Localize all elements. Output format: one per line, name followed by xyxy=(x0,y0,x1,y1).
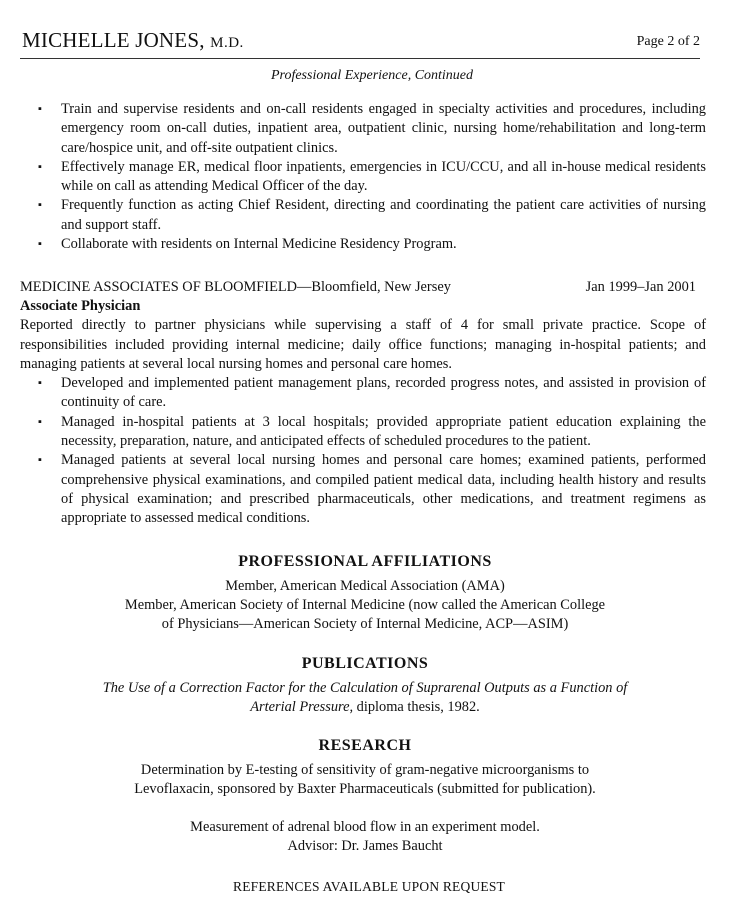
list-item: ▪ Train and supervise residents and on-call residents engaged in specialty activities and procedures, including emergency room on-call duties, inpatient area, outpatient clinic, nursing home/rehabilitation and long-term care/hospice unit, and off-site outpatient clinics. xyxy=(38,101,706,156)
page-number: Page 2 of 2 xyxy=(636,34,700,49)
spacer xyxy=(0,799,730,818)
publication-title-line: The Use of a Correction Factor for the Calculation of Suprarenal Outputs as a Function of xyxy=(102,680,628,696)
list-item: ▪ Managed patients at several local nursing homes and personal care homes; examined patients, performed comprehensive physical examinations, and compiled patient medical data, including health history and results of physical examination; and prescribed pharmaceuticals, other medications, and treatment regimens as appropriate to assessed medical conditions. xyxy=(38,452,706,527)
candidate-credentials: M.D. xyxy=(210,35,244,51)
previous-job-bullets xyxy=(20,100,706,254)
affiliation-line: Member, American Society of Internal Medicine (now called the American College xyxy=(124,597,606,613)
job-bullets xyxy=(20,374,706,528)
publications-heading: PUBLICATIONS xyxy=(301,655,429,672)
publication-line xyxy=(0,698,730,717)
research-line: Levoflaxacin, sponsored by Baxter Pharmaceuticals (submitted for publication). xyxy=(134,781,596,797)
research-line: Advisor: Dr. James Baucht xyxy=(287,838,443,854)
bullet-icon: ▪ xyxy=(38,454,42,467)
bullet-icon: ▪ xyxy=(38,160,42,173)
job-dates: Jan 1999–Jan 2001 xyxy=(585,279,696,295)
candidate-name-text: MICHELLE JONES, xyxy=(22,28,205,52)
bullet-icon: ▪ xyxy=(38,103,42,115)
list-item: ▪ Collaborate with residents on Internal Medicine Residency Program. xyxy=(20,235,706,254)
affiliations-heading: PROFESSIONAL AFFILIATIONS xyxy=(238,553,492,570)
bullet-icon: ▪ xyxy=(38,377,42,390)
bullet-icon: ▪ xyxy=(38,238,42,251)
job-header-line xyxy=(20,278,706,297)
research-line: Determination by E-testing of sensitivity of gram-negative microorganisms to xyxy=(140,762,590,778)
job-title: Associate Physician xyxy=(20,298,141,314)
candidate-name xyxy=(22,28,244,53)
section-continued-heading: Professional Experience, Continued xyxy=(270,68,474,83)
affiliation-line: Member, American Medical Association (AMA) xyxy=(225,578,505,594)
list-item: ▪ Managed in-hospital patients at 3 local hospitals; provided appropriate patient education explaining the necessity, preparation, nature, and anticipated effects of scheduled procedures to the patient. xyxy=(38,413,706,450)
page-header xyxy=(20,30,700,59)
list-item: ▪ Frequently function as acting Chief Resident, directing and coordinating the patient care activities of nursing and support staff. xyxy=(38,197,706,233)
list-item: ▪ Effectively manage ER, medical floor inpatients, emergencies in ICU/CCU, and all in-house medical residents while on call as attending Medical Officer of the day. xyxy=(38,158,706,195)
job-summary: Reported directly to partner physicians while supervising a staff of 4 for small private practice. Scope of responsibilities included providing internal medicine; daily office functions; managing in-hospital patients; and managing patients at several local nursing homes and personal care homes. xyxy=(20,317,706,372)
affiliations-section xyxy=(0,552,730,634)
affiliation-line: of Physicians—American Society of Internal Medicine, ACP—ASIM) xyxy=(161,616,569,632)
bullet-icon: ▪ xyxy=(38,415,42,428)
research-heading: RESEARCH xyxy=(318,737,412,754)
job-entry xyxy=(20,278,706,529)
publication-title-end: Arterial Pressure, xyxy=(250,699,354,715)
list-item: ▪ Developed and implemented patient management plans, recorded progress notes, and assisted in provision of continuity of care. xyxy=(38,375,706,411)
references-note: REFERENCES AVAILABLE UPON REQUEST xyxy=(232,879,505,894)
research-line: Measurement of adrenal blood flow in an experiment model. xyxy=(190,819,540,835)
publication-detail: diploma thesis, 1982. xyxy=(353,699,480,715)
research-section xyxy=(0,736,730,856)
bullet-icon: ▪ xyxy=(38,199,42,212)
publications-section xyxy=(0,654,730,717)
job-employer: MEDICINE ASSOCIATES OF BLOOMFIELD—Bloomfield, New Jersey xyxy=(20,279,451,295)
